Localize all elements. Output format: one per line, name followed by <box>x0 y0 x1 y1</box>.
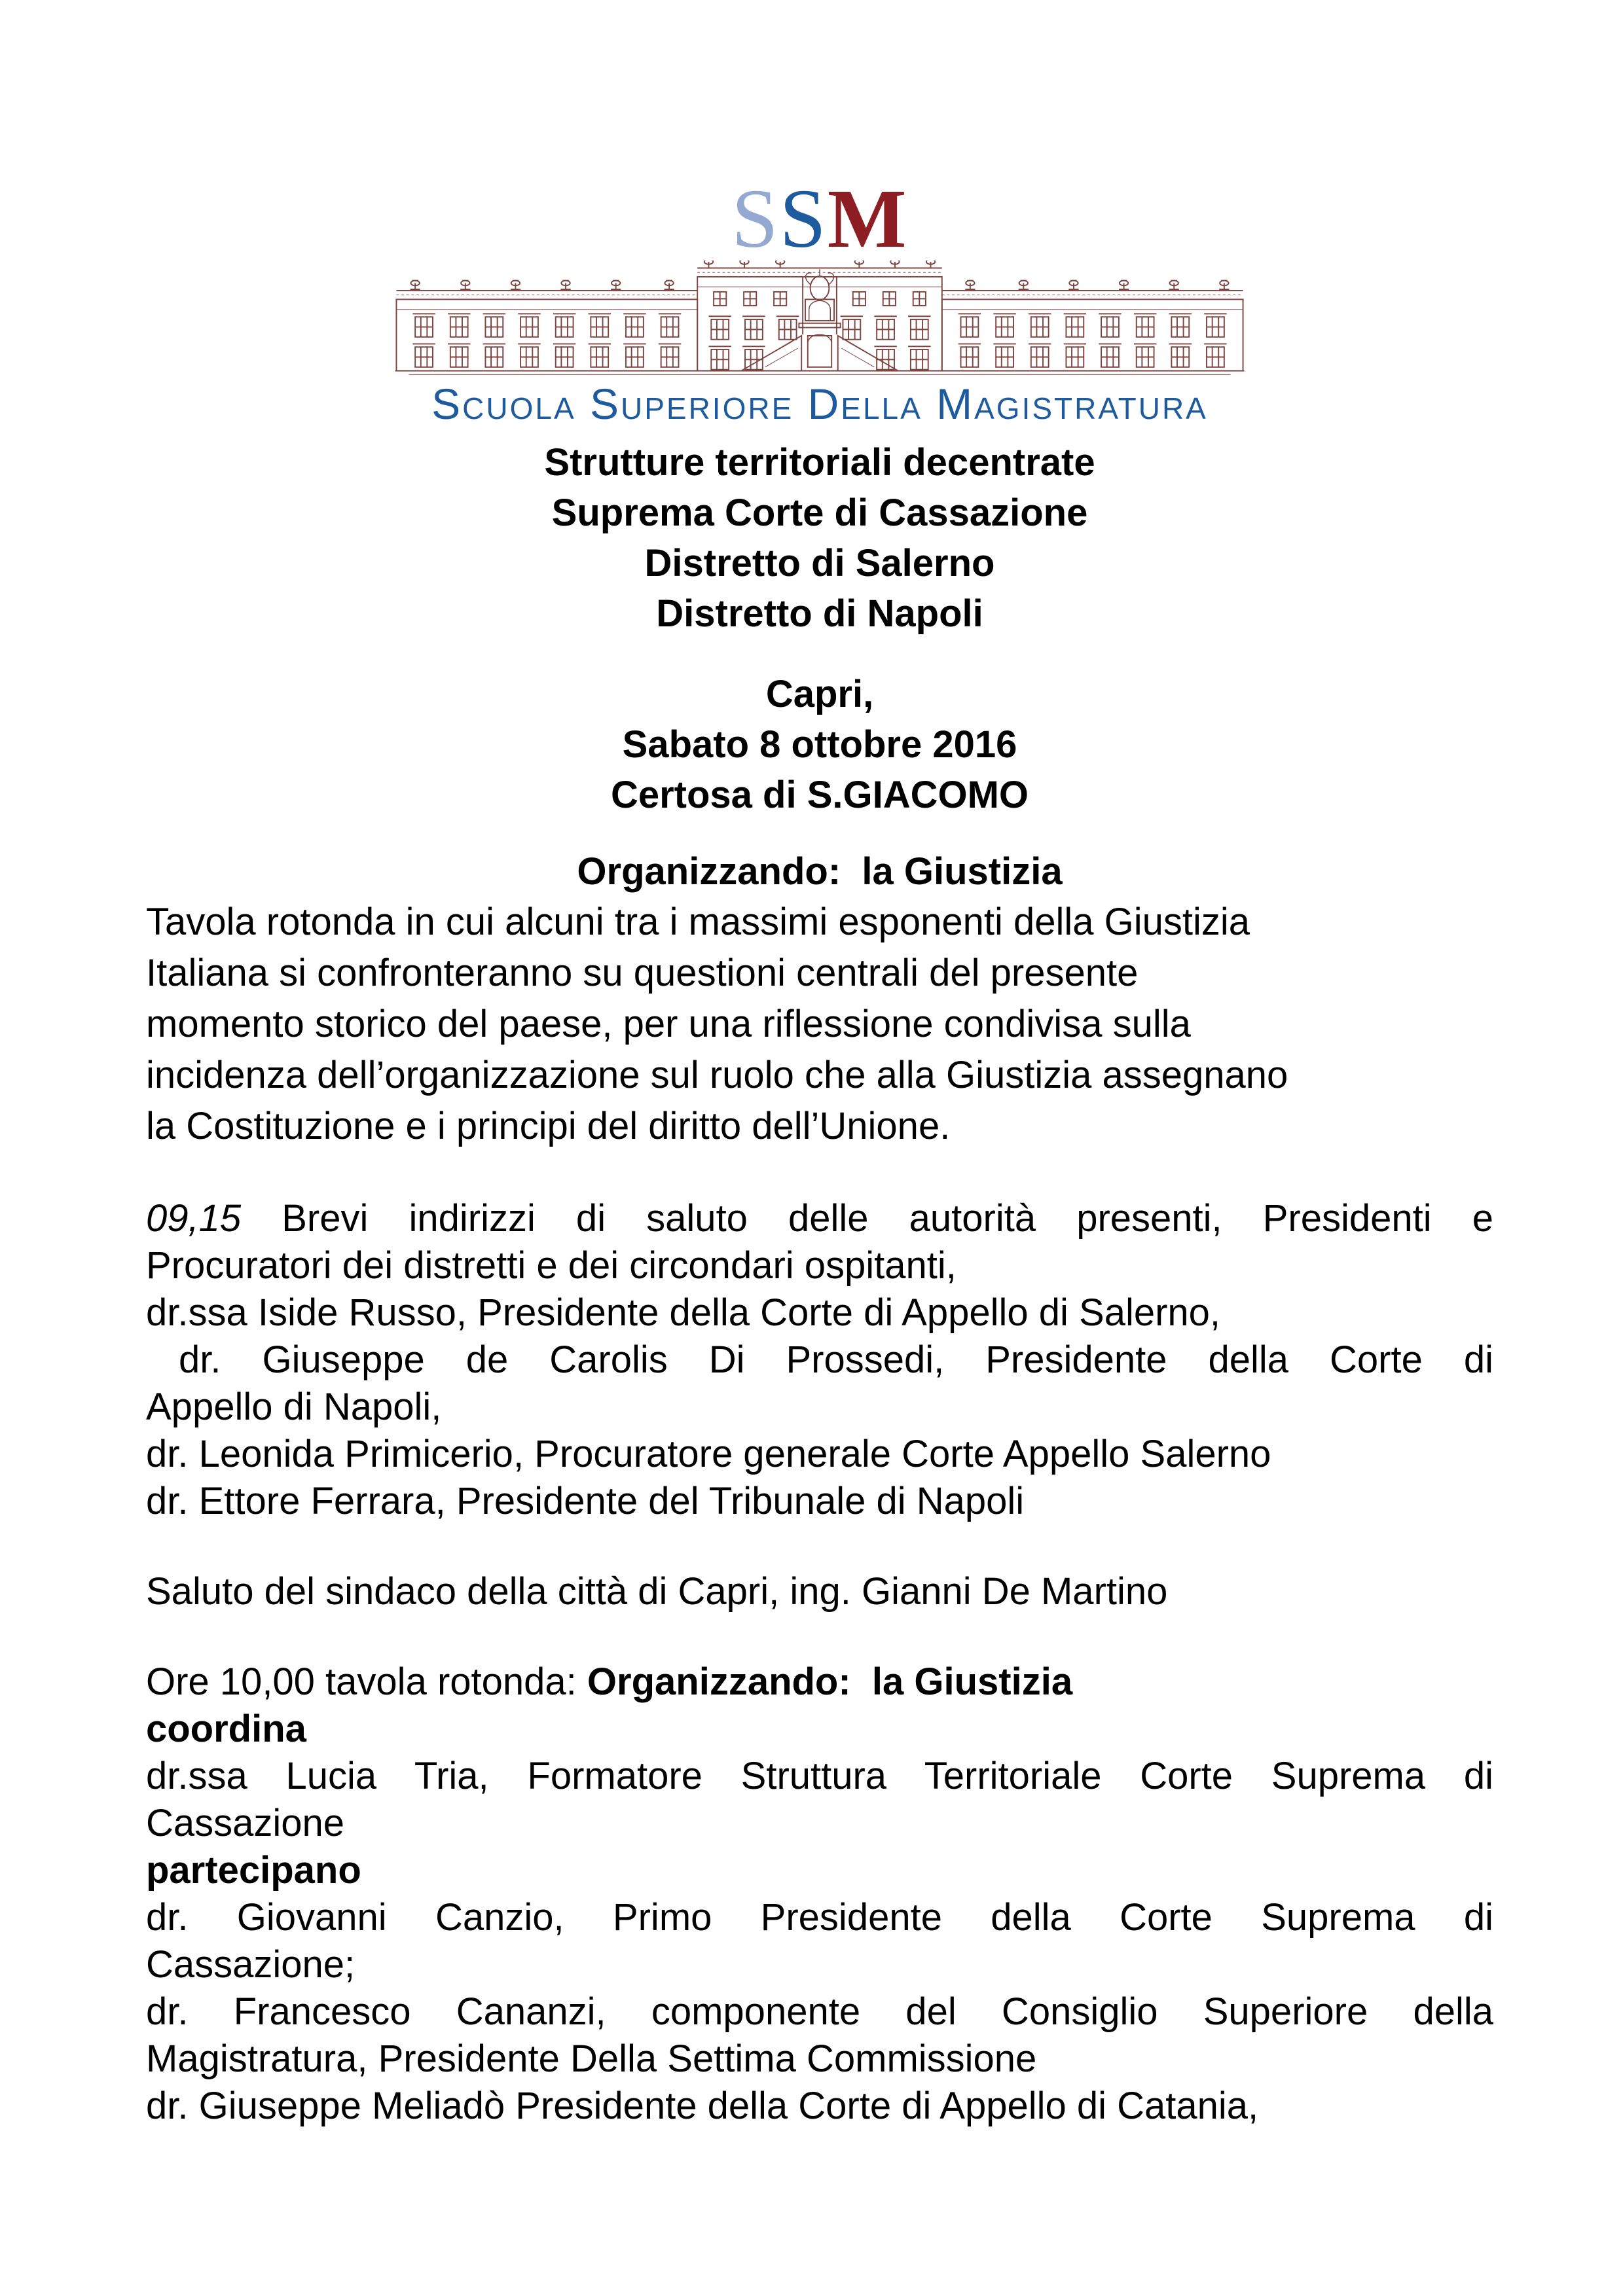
roundtable-intro-regular: Ore 10,00 tavola rotonda: <box>146 1660 577 1703</box>
program-line: dr.ssa Iside Russo, Presidente della Corte di Appello di Salerno, <box>146 1291 1221 1334</box>
ssm-logo <box>146 172 1493 265</box>
participant-line: dr. Giovanni Canzio, Primo Presidente della Corte Suprema di <box>146 1896 1493 1939</box>
program-line: dr. Leonida Primicerio, Procuratore generale Corte Appello Salerno <box>146 1433 1271 1475</box>
program-time-line <box>146 1195 1493 1242</box>
coordinator-line: dr.ssa Lucia Tria, Formatore Struttura Territoriale Corte Suprema di <box>146 1755 1493 1797</box>
event-line: Certosa di S.GIACOMO <box>610 774 1029 816</box>
participant-line: dr. Francesco Cananzi, componente del Consiglio Superiore della <box>146 1990 1493 2033</box>
session-heading: Organizzando: la Giustizia <box>577 850 1063 893</box>
morning-greetings-block <box>146 1195 1493 1525</box>
event-line: Sabato 8 ottobre 2016 <box>622 723 1017 766</box>
program-time: 09,15 <box>146 1197 242 1240</box>
program-line: Appello di Napoli, <box>146 1386 442 1428</box>
building-illustration <box>371 260 1268 380</box>
program-line: Procuratori dei distretti e dei circondari ospitanti, <box>146 1244 957 1287</box>
event-line: Capri, <box>765 673 874 715</box>
logo-subtitle: Scuola Superiore Della Magistratura <box>431 380 1208 428</box>
roundtable-intro-title: Organizzando: la Giustizia <box>587 1660 1073 1703</box>
intro-line: momento storico del paese, per una riflessione condivisa sulla <box>146 1003 1191 1045</box>
title-line: Distretto di Napoli <box>656 592 983 635</box>
program-line: dr. Ettore Ferrara, Presidente del Tribunale di Napoli <box>146 1480 1025 1522</box>
title-line: Suprema Corte di Cassazione <box>551 492 1088 534</box>
roundtable-block <box>146 1659 1493 2130</box>
intro-line: Italiana si confronteranno su questioni centrali del presente <box>146 952 1139 994</box>
mayor-greeting-block <box>146 1568 1493 1615</box>
coordinator-line: Cassazione <box>146 1802 345 1844</box>
participant-line: Cassazione; <box>146 1943 356 1986</box>
title-block <box>146 437 1493 639</box>
program-line: dr. Giuseppe de Carolis Di Prossedi, Presidente della Corte di <box>179 1338 1493 1381</box>
event-block <box>146 669 1493 820</box>
roundtable-intro-line <box>146 1659 1493 1706</box>
ssm-logo-block <box>146 172 1493 428</box>
program-time-text: Brevi indirizzi di saluto delle autorità presenti, Presidenti e <box>282 1197 1493 1240</box>
logo-letter-s1: S <box>731 172 780 265</box>
partecipano-label: partecipano <box>146 1849 361 1892</box>
title-line: Distretto di Salerno <box>644 542 995 584</box>
intro-line: Tavola rotonda in cui alcuni tra i massimi esponenti della Giustizia <box>146 901 1250 943</box>
logo-letter-m: M <box>827 172 908 265</box>
participant-line: Magistratura, Presidente Della Settima Commissione <box>146 2037 1037 2080</box>
coordina-label: coordina <box>146 1708 306 1750</box>
participant-line: dr. Giuseppe Meliadò Presidente della Corte di Appello di Catania, <box>146 2085 1259 2127</box>
logo-letter-s2: S <box>779 172 828 265</box>
intro-paragraph <box>146 897 1493 1152</box>
title-line: Strutture territoriali decentrate <box>544 441 1095 484</box>
intro-line: la Costituzione e i principi del diritto dell’Unione. <box>146 1105 951 1147</box>
mayor-line: Saluto del sindaco della città di Capri, ing. Gianni De Martino <box>146 1570 1168 1613</box>
intro-line: incidenza dell’organizzazione sul ruolo che alla Giustizia assegnano <box>146 1054 1288 1096</box>
